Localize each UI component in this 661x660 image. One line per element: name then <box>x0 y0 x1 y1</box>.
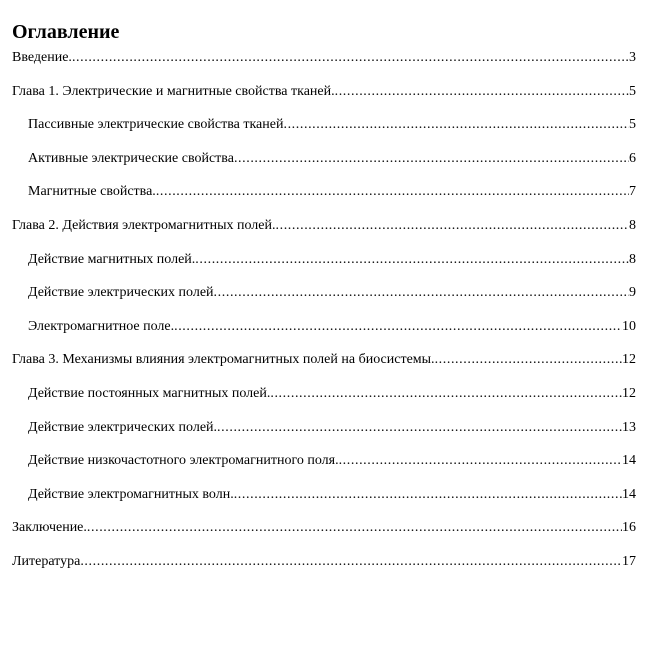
toc-dot-leader <box>234 486 622 504</box>
toc-entry-label: Пассивные электрические свойства тканей <box>28 117 284 132</box>
toc-title: Оглавление <box>12 21 120 43</box>
toc-entry-label: Действие электромагнитных волн. <box>28 487 234 502</box>
toc-entry-page-number: 5 <box>629 117 636 132</box>
toc-entry-chapter[interactable] <box>12 83 636 101</box>
toc-entry-chapter[interactable] <box>12 519 636 537</box>
toc-dot-leader <box>156 183 629 201</box>
toc-entry-page-number: 13 <box>622 420 636 435</box>
toc-entry-section[interactable] <box>28 251 636 269</box>
toc-entry-page-number: 9 <box>629 285 636 300</box>
toc-entry-chapter[interactable] <box>12 351 636 369</box>
toc-entry-page-number: 16 <box>622 520 636 535</box>
toc-entry-label: Активные электрические свойства <box>28 151 234 166</box>
toc-entry-label: Действие электрических полей <box>28 285 214 300</box>
toc-entry-section[interactable] <box>28 452 636 470</box>
toc-entry-label: Магнитные свойства. <box>28 184 156 199</box>
toc-dot-leader <box>72 49 629 67</box>
toc-entry-page-number: 8 <box>629 252 636 267</box>
toc-entry-section[interactable] <box>28 284 636 302</box>
toc-entry-label: Электромагнитное поле. <box>28 319 175 334</box>
toc-entry-label: Глава 2. Действия электромагнитных полей. <box>12 218 276 233</box>
toc-entry-page-number: 14 <box>622 453 636 468</box>
toc-entry-label: Литература <box>12 554 81 569</box>
toc-entry-chapter[interactable] <box>12 49 636 67</box>
toc-dot-leader <box>276 217 630 235</box>
toc-entry-section[interactable] <box>28 486 636 504</box>
toc-entry-label: Заключение. <box>12 520 87 535</box>
toc-dot-leader <box>435 351 622 369</box>
toc-dot-leader <box>80 553 622 571</box>
toc-dot-leader <box>339 452 622 470</box>
toc-entry-label: Действие магнитных полей. <box>28 252 196 267</box>
toc-dot-leader <box>234 150 629 168</box>
toc-dot-leader <box>270 385 622 403</box>
toc-entry-page-number: 6 <box>629 151 636 166</box>
toc-dot-leader <box>217 419 622 437</box>
toc-entry-section[interactable] <box>28 419 636 437</box>
toc-entry-page-number: 5 <box>629 84 636 99</box>
toc-entry-label: Действие низкочастотного электромагнитного поля. <box>28 453 339 468</box>
toc-entry-label: Глава 1. Электрические и магнитные свойства тканей. <box>12 84 335 99</box>
toc-entry-page-number: 12 <box>622 386 636 401</box>
toc-entry-section[interactable] <box>28 385 636 403</box>
toc-dot-leader <box>335 83 629 101</box>
toc-dot-leader <box>214 284 629 302</box>
toc-entry-chapter[interactable] <box>12 217 636 235</box>
toc-entry-page-number: 17 <box>622 554 636 569</box>
toc-entry-label: Действие постоянных магнитных полей. <box>28 386 271 401</box>
toc-entry-section[interactable] <box>28 318 636 336</box>
toc-entry-label: Глава 3. Механизмы влияния электромагнитных полей на биосистемы. <box>12 352 435 367</box>
toc-entry-page-number: 7 <box>629 184 636 199</box>
toc-entry-page-number: 10 <box>622 319 636 334</box>
toc-entry-page-number: 8 <box>629 218 636 233</box>
toc-entry-section[interactable] <box>28 183 636 201</box>
toc-dot-leader <box>195 251 629 269</box>
toc-dot-leader <box>87 519 622 537</box>
toc-entry-label: Действие электрических полей. <box>28 420 218 435</box>
toc-entry-page-number: 12 <box>622 352 636 367</box>
toc-entry-label: Введение. <box>12 50 72 65</box>
toc-entry-page-number: 14 <box>622 487 636 502</box>
toc-dot-leader <box>174 318 622 336</box>
toc-entry-section[interactable] <box>28 150 636 168</box>
toc-dot-leader <box>283 116 629 134</box>
toc-entry-page-number: 3 <box>629 50 636 65</box>
toc-entry-section[interactable] <box>28 116 636 134</box>
toc-entry-chapter[interactable] <box>12 553 636 571</box>
